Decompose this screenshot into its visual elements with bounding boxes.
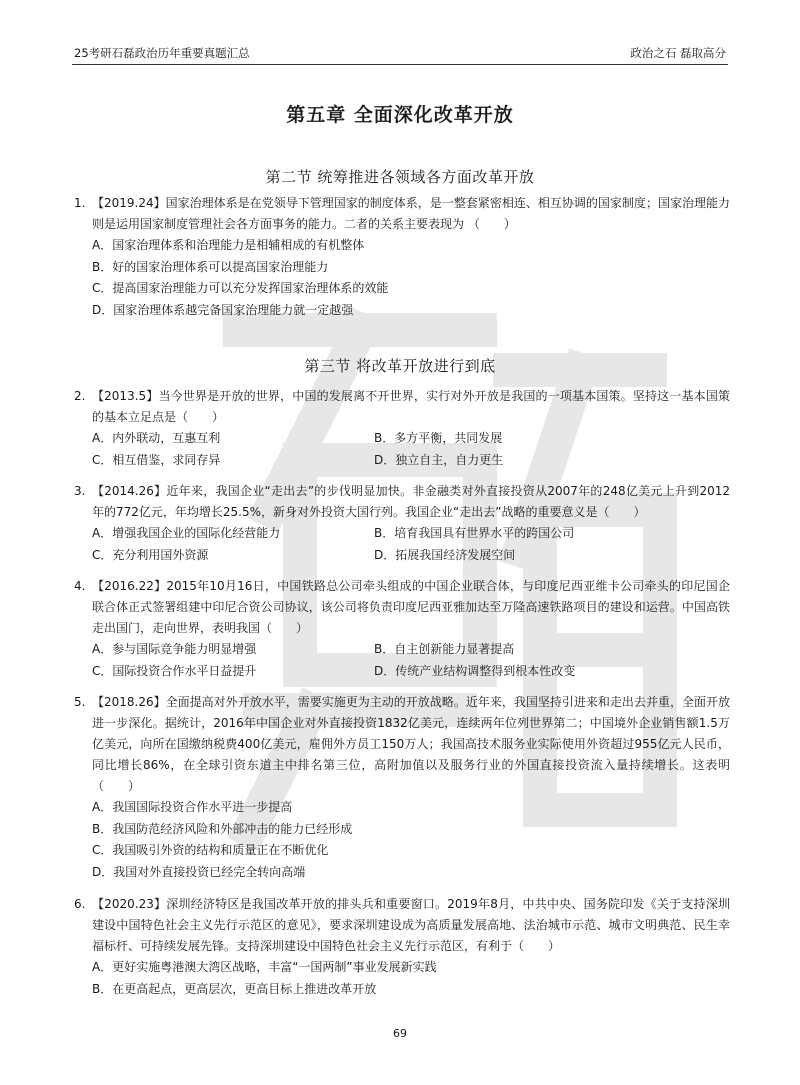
question-6 [74,894,730,1000]
question-number: 4. [74,579,86,593]
option-c: C．我国吸引外资的结构和质量正在不断优化 [92,843,329,857]
chapter-title: 第五章 全面深化改革开放 [286,104,514,126]
question-stem: 【2020.23】深圳经济特区是我国改革开放的排头兵和重要窗口。2019年8月，中共中央、国务院印发《关于支持深圳建设中国特色社会主义先行示范区的意见》，要求深圳建设成为高质量发展高地、法治城市示范、城市文明典范、民生幸福标杆、可持续发展先锋。支持深圳建设中国特色社会主义先行示范区，有利于（ ） [92,897,730,953]
option-d: D．国家治理体系越完备国家治理能力就一定越强 [92,302,354,317]
option-a: A．更好实施粤港澳大湾区战略，丰富“一国两制”事业发展新实践 [92,960,437,974]
option-b: B．好的国家治理体系可以提高国家治理能力 [92,259,329,274]
option-d: D．拓展我国经济发展空间 [374,547,516,562]
question-5 [74,692,730,883]
option-b: B．多方平衡，共同发展 [374,431,503,445]
option-d: D．我国对外直接投资已经完全转向高端 [92,864,306,879]
question-stem: 【2018.26】全面提高对外开放水平，需要实施更为主动的开放战略。近年来，我国坚持引进来和走出去并重，全面开放进一步深化。据统计，2016年中国企业对外直接投资1832亿美元，连续两年位列世界第二；中国境外企业销售额1.5万亿美元，向所在国缴纳税费400亿美元，雇佣外方员工150万人；我国高技术服务业实际使用外资超过955亿元人民币，同比增长86%，在全球引资东道主中排名第三位，高附加值以及服务行业的外国直接投资流入量持续增长。这表明（ ） [92,695,730,793]
option-a: A．我国国际投资合作水平进一步提高 [92,800,293,814]
option-c: C．国际投资合作水平日益提升 [92,663,257,678]
question-1 [74,193,730,321]
question-4 [74,576,730,682]
option-d: D．独立自主，自力更生 [374,452,504,467]
question-stem: 【2016.22】2015年10月16日，中国铁路总公司牵头组成的中国企业联合体，与印度尼西亚维卡公司牵头的印尼国企联合体正式签署组建中印尼合资公司协议，该公司将负责印度尼西亚雅加达至万隆高速铁路项目的建设和运营。中国高铁走出国门，走向世界，表明我国（ ） [92,579,730,635]
question-2 [74,386,730,471]
page-header [72,40,728,65]
option-b: B．自主创新能力显著提高 [374,642,515,656]
page-number: 69 [393,1027,407,1040]
question-stem: 【2014.26】近年来，我国企业“走出去”的步伐明显加快。非金融类对外直接投资从2007年的248亿美元上升到2012年的772亿元，年均增长25.5%，新身对外投资大国行列。我国企业“走出去”战略的重要意义是（ ） [92,484,730,519]
question-stem: 【2013.5】当今世界是开放的世界，中国的发展离不开世界，实行对外开放是我国的一项基本国策。坚持这一基本国策的基本立足点是（ ） [92,389,730,424]
option-c: C．提高国家治理能力可以充分发挥国家治理体系的效能 [92,281,389,295]
question-number: 2. [74,389,86,403]
header-right-text: 政治之石 磊取高分 [630,46,726,60]
question-number: 5. [74,695,86,709]
option-a: A．国家治理体系和治理能力是相辅相成的有机整体 [92,238,365,252]
option-b: B．在更高起点，更高层次，更高目标上推进改革开放 [92,981,377,996]
question-number: 1. [74,196,86,210]
option-a: A．参与国际竞争能力明显增强 [92,642,257,656]
section-title: 第二节 统筹推进各领域各方面改革开放 [265,168,535,186]
section-title: 第三节 将改革开放进行到底 [304,357,496,375]
option-c: C．充分利用国外资源 [92,547,209,562]
question-stem: 【2019.24】国家治理体系是在党领导下管理国家的制度体系，是一整套紧密相连、相互协调的国家制度；国家治理能力则是运用国家制度管理社会各方面事务的能力。二者的关系主要表现为 （ ） [92,196,730,231]
option-d: D．传统产业结构调整得到根本性改变 [374,663,576,678]
header-left-text: 25考研石磊政治历年重要真题汇总 [74,46,250,60]
option-a: A．内外联动，互惠互利 [92,431,221,445]
option-a: A．增强我国企业的国际化经营能力 [92,526,281,540]
option-b: B．我国防范经济风险和外部冲击的能力已经形成 [92,821,353,836]
question-number: 6. [74,897,86,911]
option-c: C．相互借鉴，求同存异 [92,452,221,467]
question-3 [74,481,730,566]
option-b: B．培育我国具有世界水平的跨国公司 [374,526,575,540]
question-number: 3. [74,484,86,498]
